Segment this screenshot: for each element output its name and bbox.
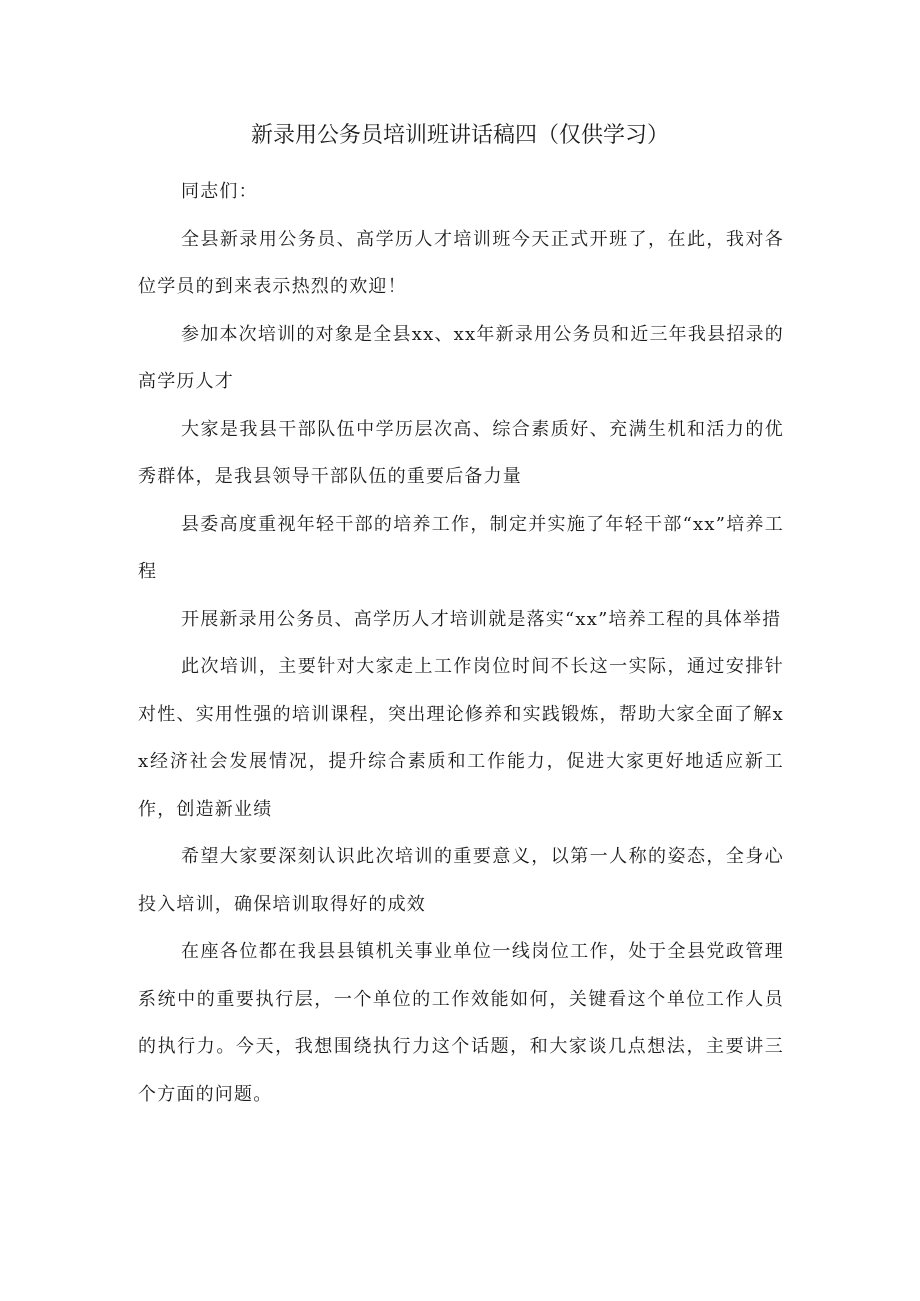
paragraph: 开展新录用公务员、高学历人才培训就是落实“xx”培养工程的具体举措	[181, 608, 782, 630]
paragraph: 在座各位都在我县县镇机关事业单位一线岗位工作，处于全县党政管理系统中的重要执行层，一个单位的工作效能如何，关键看这个单位工作人员的执行力。今天，我想围绕执行力这个话题，和大家谈几点想法，主要讲三个方面的问题。	[138, 941, 784, 1105]
paragraph: 参加本次培训的对象是全县xx、xx年新录用公务员和近三年我县招录的高学历人才	[138, 323, 784, 392]
paragraph: 此次培训，主要针对大家走上工作岗位时间不长这一实际，通过安排针对性、实用性强的培训课程，突出理论修养和实践锻炼，帮助大家全面了解xx经济社会发展情况，提升综合素质和工作能力，促进大家更好地适应新工作，创造新业绩	[138, 656, 784, 820]
paragraph: 县委高度重视年轻干部的培养工作，制定并实施了年轻干部“xx”培养工程	[138, 513, 784, 582]
document-title: 新录用公务员培训班讲话稿四（仅供学习）	[250, 123, 669, 148]
paragraph: 大家是我县干部队伍中学历层次高、综合素质好、充满生机和活力的优秀群体，是我县领导干部队伍的重要后备力量	[138, 418, 784, 487]
paragraph: 全县新录用公务员、高学历人才培训班今天正式开班了，在此，我对各位学员的到来表示热烈的欢迎！	[138, 228, 784, 297]
paragraph-salutation: 同志们：	[181, 181, 258, 202]
document-body	[138, 168, 784, 1118]
paragraph: 希望大家要深刻认识此次培训的重要意义，以第一人称的姿态，全身心投入培训，确保培训取得好的成效	[138, 846, 784, 915]
